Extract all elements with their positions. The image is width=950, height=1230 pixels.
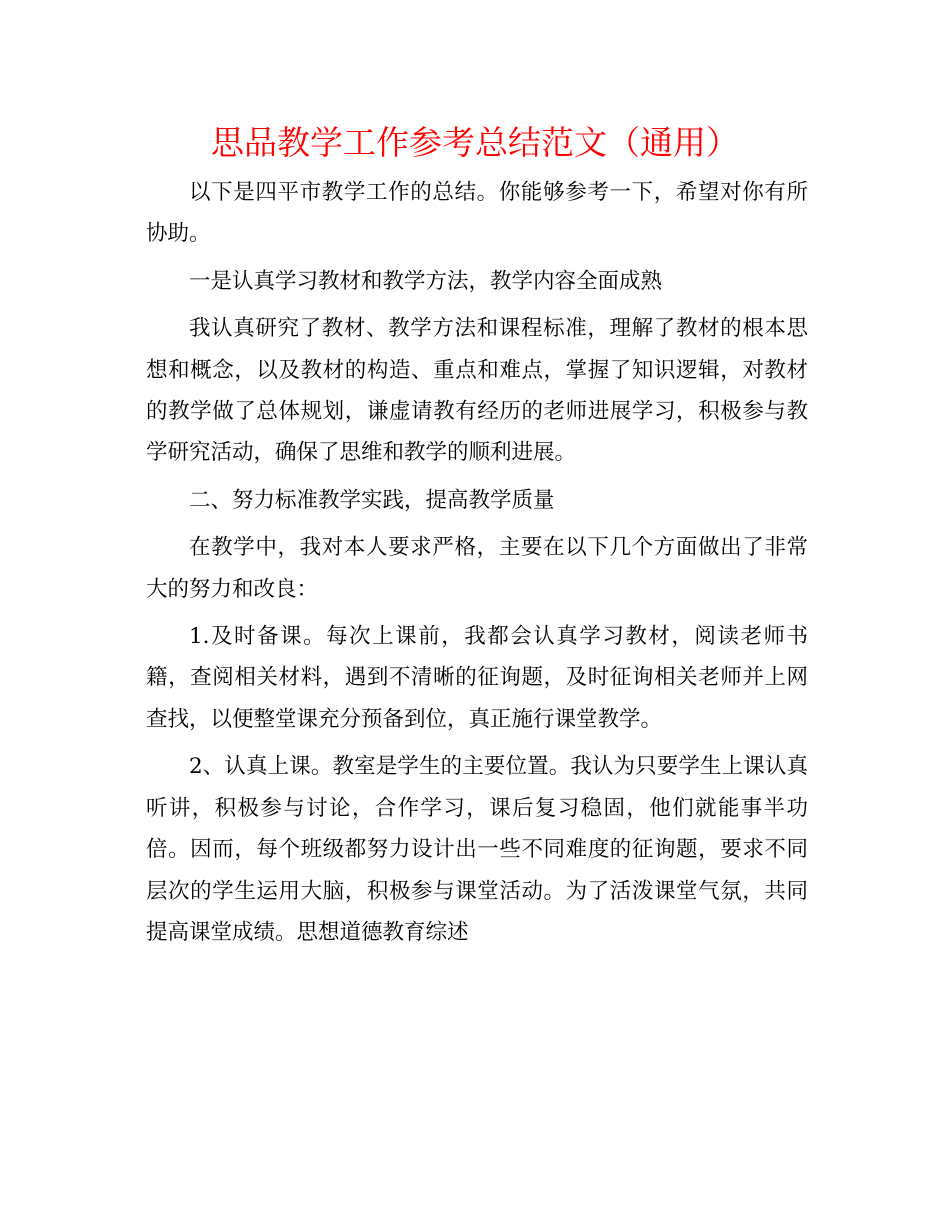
- paragraph-intro: 以下是四平市教学工作的总结。你能够参考一下，希望对你有所协助。: [146, 180, 808, 247]
- paragraph-heading-1: 一是认真学习教材和教学方法，教学内容全面成熟: [189, 268, 663, 294]
- paragraph-study: 我认真研究了教材、教学方法和课程标准，理解了教材的根本思想和概念，以及教材的构造、重点和难点，掌握了知识逻辑，对教材的教学做了总体规划，谦虚请教有经历的老师进展学习，积极参与教学研究活动，确保了思维和教学的顺利进展。: [146, 316, 808, 466]
- paragraph-heading-2: 二、努力标准教学实践，提高教学质量: [189, 487, 555, 513]
- paragraph-practice-intro: 在教学中，我对本人要求严格，主要在以下几个方面做出了非常大的努力和改良：: [146, 535, 808, 602]
- document-body: [146, 172, 808, 959]
- paragraph-item-1: 1.及时备课。每次上课前，我都会认真学习教材，阅读老师书籍，查阅相关材料，遇到不清晰的征询题，及时征询相关老师并上网查找，以便整堂课充分预备到位，真正施行课堂教学。: [146, 624, 808, 732]
- paragraph-item-2: 2、认真上课。教室是学生的主要位置。我认为只要学生上课认真听讲，积极参与讨论，合作学习，课后复习稳固，他们就能事半功倍。因而，每个班级都努力设计出一些不同难度的征询题，要求不同层次的学生运用大脑，积极参与课堂活动。为了活泼课堂气氛，共同提高课堂成绩。思想道德教育综述: [146, 754, 808, 945]
- document-title: 思品教学工作参考总结范文（通用）: [211, 123, 739, 162]
